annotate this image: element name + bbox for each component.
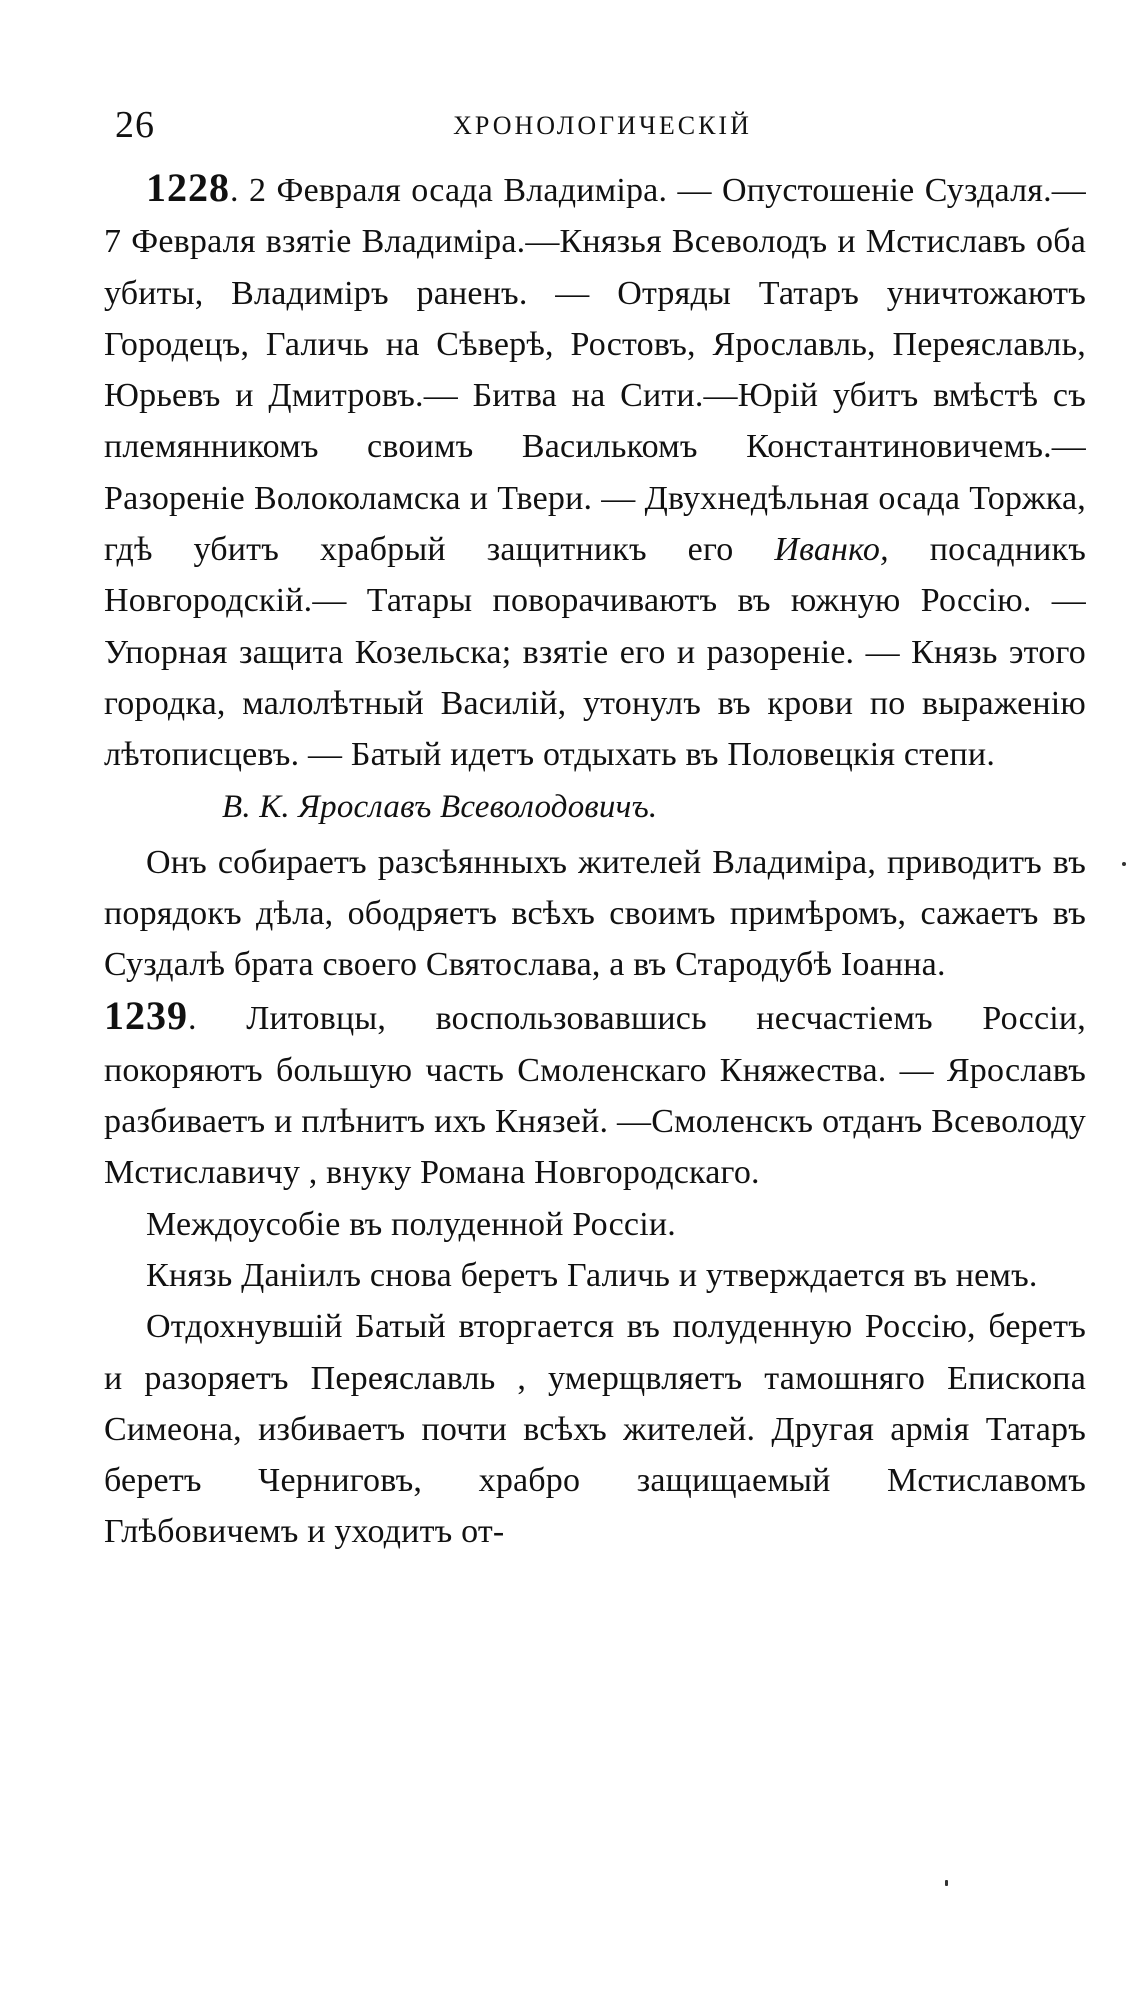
- running-head: ХРОНОЛОГИЧЕСКІЙ: [453, 111, 752, 140]
- year-1228: 1228: [146, 165, 230, 210]
- paragraph-batu: Отдохнувшій Батый вторгается въ полуденную Россію, беретъ и разоряетъ Переяславль , умерщвляетъ тамошняго Епископа Симеона, избиваетъ почти всѣхъ жителей. Другая армія Татаръ беретъ Черниговъ, храбро защищаемый Мстиславомъ Глѣбовичемъ и уходитъ от-: [104, 1308, 1086, 1551]
- margin-speck: [945, 1880, 948, 1886]
- year-1239: 1239: [104, 993, 188, 1039]
- name-ivanko: Иванко,: [774, 531, 889, 569]
- paragraph-daniil: Князь Даніилъ снова беретъ Галичь и утверждается въ немъ.: [146, 1256, 1038, 1294]
- paragraph-yaroslav: Онъ собираетъ разсѣянныхъ жителей Владиміра, приводитъ въ порядокъ дѣла, ободряетъ всѣхъ своимъ примѣромъ, сажаетъ въ Суздалѣ брата своего Святослава, а въ Стародубѣ Іоанна.: [104, 843, 1086, 984]
- page-number: 26: [115, 104, 155, 146]
- entry-1239: [104, 990, 1086, 1198]
- entry-1228: [104, 162, 1086, 781]
- paragraph-strife: Междоусобіе въ полуденной Россіи.: [146, 1205, 676, 1243]
- page-body: [104, 162, 1086, 1558]
- entry-1228-text-a: . 2 Февраля осада Владиміра. — Опустошеніе Суздаля.—7 Февраля взятіе Владиміра.—Князья Всеволодъ и Мстиславъ оба убиты, Владиміръ раненъ. — Отряды Татаръ уничтожаютъ Городецъ, Галичь на Сѣверѣ, Ростовъ, Ярославль, Переяславль, Юрьевъ и Дмитровъ.— Битва на Сити.—Юрій убитъ вмѣстѣ съ племянникомъ своимъ Василькомъ Константиновичемъ.—Разореніе Волоколамска и Твери. — Двухнедѣльная осада Торжка, гдѣ убитъ храбрый защитникъ его: [104, 172, 1086, 569]
- entry-1239-text: . Литовцы, воспользовавшись несчастіемъ Россіи, покоряютъ большую часть Смоленскаго Княжества. — Ярославъ разбиваетъ и плѣнитъ ихъ Князей. —Смоленскъ отданъ Всеволоду Мстиславичу , внуку Романа Новгородскаго.: [104, 1000, 1086, 1192]
- page-header: [115, 100, 1090, 150]
- entry-1228-text-b: посадникъ Новгородскій.— Татары поворачиваютъ въ южную Россію. — Упорная защита Козельска; взятіе его и разореніе. — Князь этого городка, малолѣтный Василій, утонулъ въ крови по выраженію лѣтописцевъ. — Батый идетъ отдыхать въ Половецкія степи.: [104, 531, 1086, 774]
- ruler-heading: В. К. Ярославъ Всеволодовичъ.: [222, 788, 658, 825]
- margin-speck: [1122, 862, 1126, 866]
